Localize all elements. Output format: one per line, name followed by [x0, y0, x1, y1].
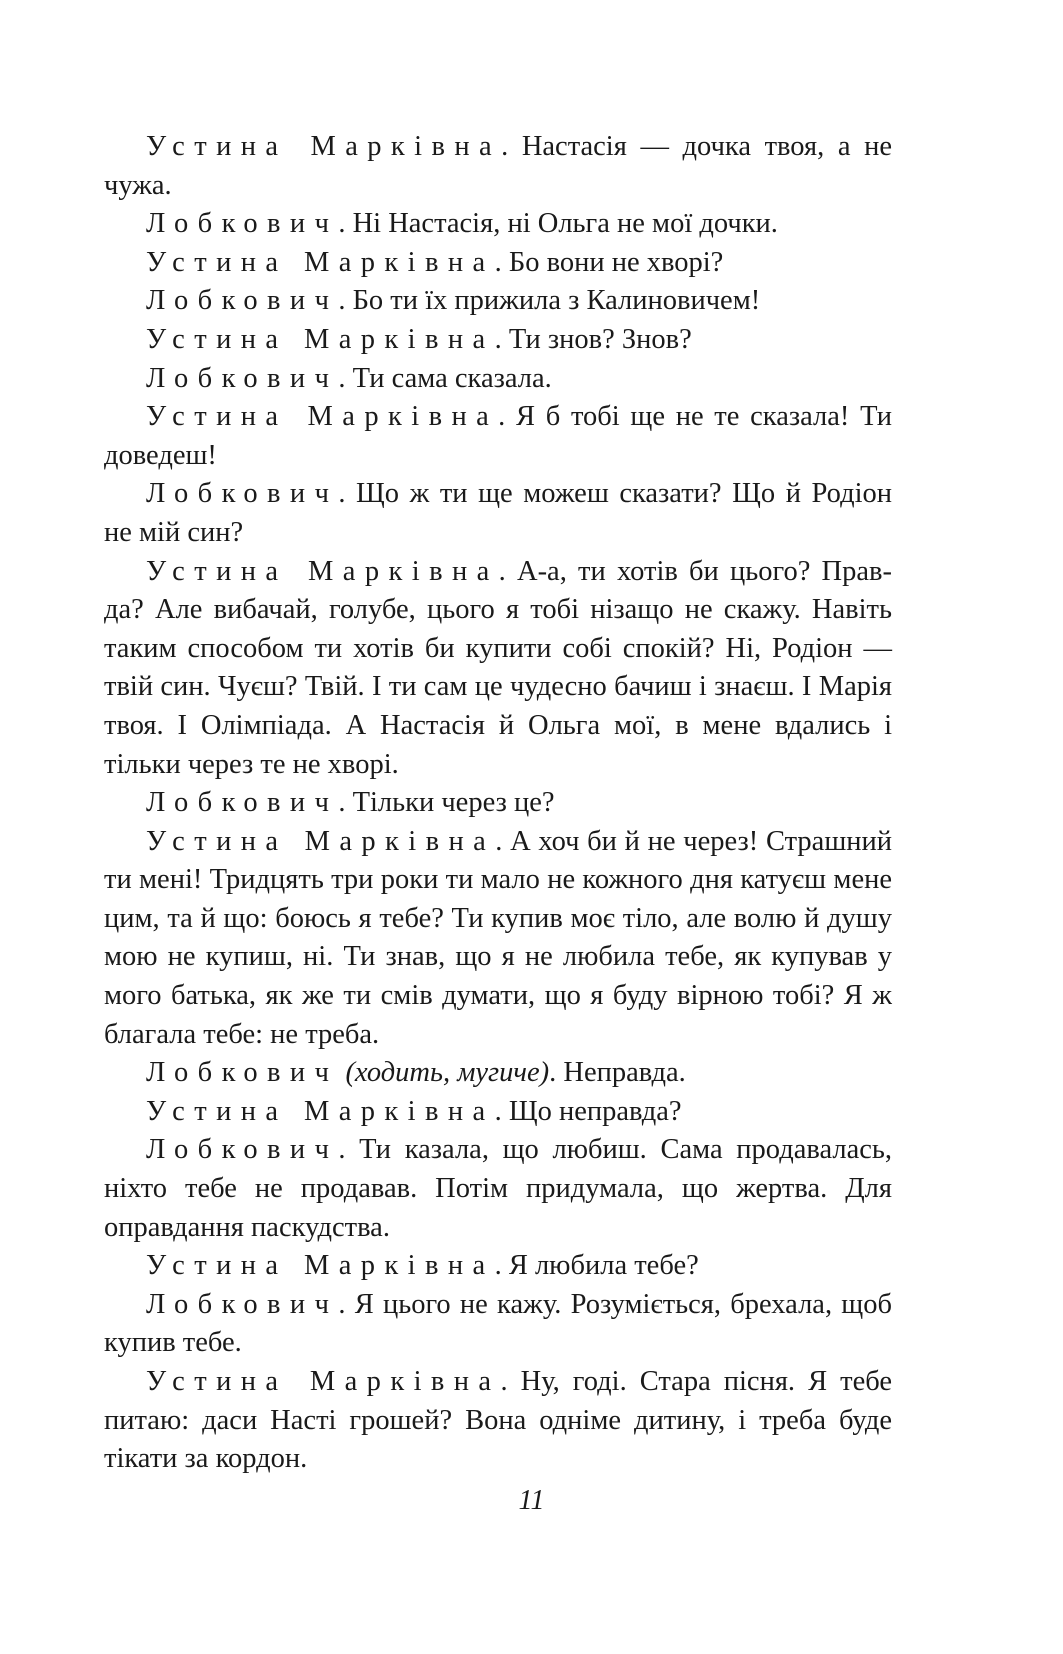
speaker-name: Устина Марківна: [146, 246, 495, 278]
speech-text: Неправда.: [563, 1057, 686, 1089]
dialogue-line: Лобкович. Ні Настасія, ні Ольга не мої дочки.: [146, 208, 778, 240]
document-body: [104, 128, 892, 1479]
dialogue-line: Лобкович (ходить, мугиче). Неправда.: [146, 1057, 686, 1089]
speaker-name: Лобкович: [146, 362, 339, 394]
speaker-name: Устина Марківна: [146, 1366, 501, 1397]
speaker-name: Лобкович: [146, 208, 339, 240]
speech-text: Що неправда?: [508, 1095, 682, 1127]
speaker-name: Устина Марківна: [146, 1250, 495, 1282]
speech-text: Я б тобі ще не те сказала! Ти доведеш!: [104, 401, 893, 471]
speaker-name: Лобкович: [146, 285, 339, 317]
speaker-name: Лобкович: [146, 1288, 339, 1320]
speech-text: Я цього не кажу. Розуміється, брехала, щоб купив тебе.: [104, 1288, 893, 1359]
speech-text: Настасія — дочка твоя, а не чужа.: [104, 131, 893, 201]
speech-text: Бо вони не хворі?: [508, 246, 724, 278]
speaker-name: Устина Марківна: [146, 401, 499, 433]
dialogue-line: Лобкович. Ти казала, що любиш. Сама продавалась, ніхто тебе не продавав. Потім придумала, що жертва. Для оправдання паскудства.: [104, 1134, 893, 1243]
speech-text: Тільки через це?: [352, 787, 555, 819]
speech-text: Ти казала, що любиш. Сама продавалась, ніхто тебе не продавав. Потім придумала, що жертва. Для оправдання паскудства.: [104, 1134, 893, 1243]
dialogue-line: Лобкович. Що ж ти ще можеш сказати? Що й Родіон не мій син?: [104, 478, 893, 548]
dialogue-line: Устина Марківна. Ну, годі. Стара пісня. Я тебе питаю: даси Насті грошей? Вона одніме дитину, і треба буде тікати за кордон.: [104, 1366, 892, 1475]
speech-text: А-а, ти хотів би цього? Правда? Але вибачай, голубе, цього я тобі нізащо не скажу. Навіть таким способом ти хотів би купити собі спокій? Ні, Родіон — твій син. Чуєш? Твій. І ти сам це чудесно бачиш і знаєш. І Марія твоя. І Олімпіада. А Настасія й Ольга мої, в мене вдались і тільки через те не хворі.: [104, 555, 892, 780]
dialogue-line: Устина Марківна. Ти знов? Знов?: [146, 323, 692, 355]
dialogue-line: Лобкович. Ти сама сказала.: [146, 362, 552, 394]
page-number: 11: [518, 1485, 545, 1516]
dialogue-line: Устина Марківна. Я б тобі ще не те сказала! Ти доведеш!: [104, 401, 893, 471]
stage-direction: (ходить, мугиче): [345, 1057, 550, 1089]
dialogue-line: Устина Марківна. Настасія — дочка твоя, а не чужа.: [104, 131, 893, 201]
speech-text: Ти сама сказала.: [352, 362, 552, 394]
dialogue-line: Лобкович. Тільки через це?: [146, 787, 555, 819]
speech-text: Що ж ти ще можеш сказати? Що й Родіон не мій син?: [104, 478, 893, 548]
speech-text: Ти знов? Знов?: [508, 323, 692, 355]
speaker-name: Устина Марківна: [146, 1095, 495, 1127]
speaker-name: Устина Марківна: [146, 131, 502, 162]
dialogue-line: Лобкович. Я цього не кажу. Розуміється, брехала, щоб купив тебе.: [104, 1288, 893, 1359]
speech-text: Ні Настасія, ні Ольга не мої дочки.: [352, 208, 778, 240]
speech-text: А хоч би й не через! Страшний ти мені! Тридцять три роки ти мало не кожного дня катуєш мене цим, та й що: боюсь я тебе? Ти купив моє тіло, але волю й душу мою не купиш, ні. Ти знав, що я не любила тебе, як купував у мого батька, як же ти смів думати, що я буду вірною тобі? Я ж благала тебе: не треба.: [104, 825, 893, 1050]
dialogue-line: Устина Марківна. Бо вони не хворі?: [146, 246, 724, 278]
speech-text: Я любила тебе?: [508, 1250, 699, 1282]
speaker-name: Лобкович: [146, 1057, 339, 1089]
speaker-name: Устина Марківна: [146, 825, 496, 857]
dialogue-line: Устина Марківна. Що неправда?: [146, 1095, 682, 1127]
speaker-name: Устина Марківна: [146, 555, 499, 587]
speaker-name: Лобкович: [146, 1134, 339, 1166]
dialogue-line: Устина Марківна. А-а, ти хотів би цього? Правда? Але вибачай, голубе, цього я тобі нізащо не скажу. Навіть таким способом ти хотів би купити собі спокій? Ні, Родіон — твій син. Чуєш? Твій. І ти сам це чудесно бачиш і знаєш. І Марія твоя. І Олімпіада. А Настасія й Ольга мої, в мене вдались і тільки через те не хворі.: [104, 555, 892, 780]
dialogue-line: Устина Марківна. А хоч би й не через! Страшний ти мені! Тридцять три роки ти мало не кожного дня катуєш мене цим, та й що: боюсь я тебе? Ти купив моє тіло, але волю й душу мою не купиш, ні. Ти знав, що я не любила тебе, як купував у мого батька, як же ти смів думати, що я буду вірною тобі? Я ж благала тебе: не треба.: [104, 825, 893, 1050]
dialogue-line: Лобкович. Бо ти їх прижила з Калиновичем!: [146, 285, 761, 317]
speaker-name: Лобкович: [146, 478, 339, 510]
dialogue-line: Устина Марківна. Я любила тебе?: [146, 1250, 699, 1282]
speaker-name: Лобкович: [146, 787, 339, 819]
speaker-name: Устина Марківна: [146, 323, 495, 355]
speech-text: Бо ти їх прижила з Калиновичем!: [352, 285, 761, 317]
speech-text: Ну, годі. Стара пісня. Я тебе питаю: даси Насті грошей? Вона одніме дитину, і треба буде тікати за кордон.: [104, 1366, 892, 1475]
